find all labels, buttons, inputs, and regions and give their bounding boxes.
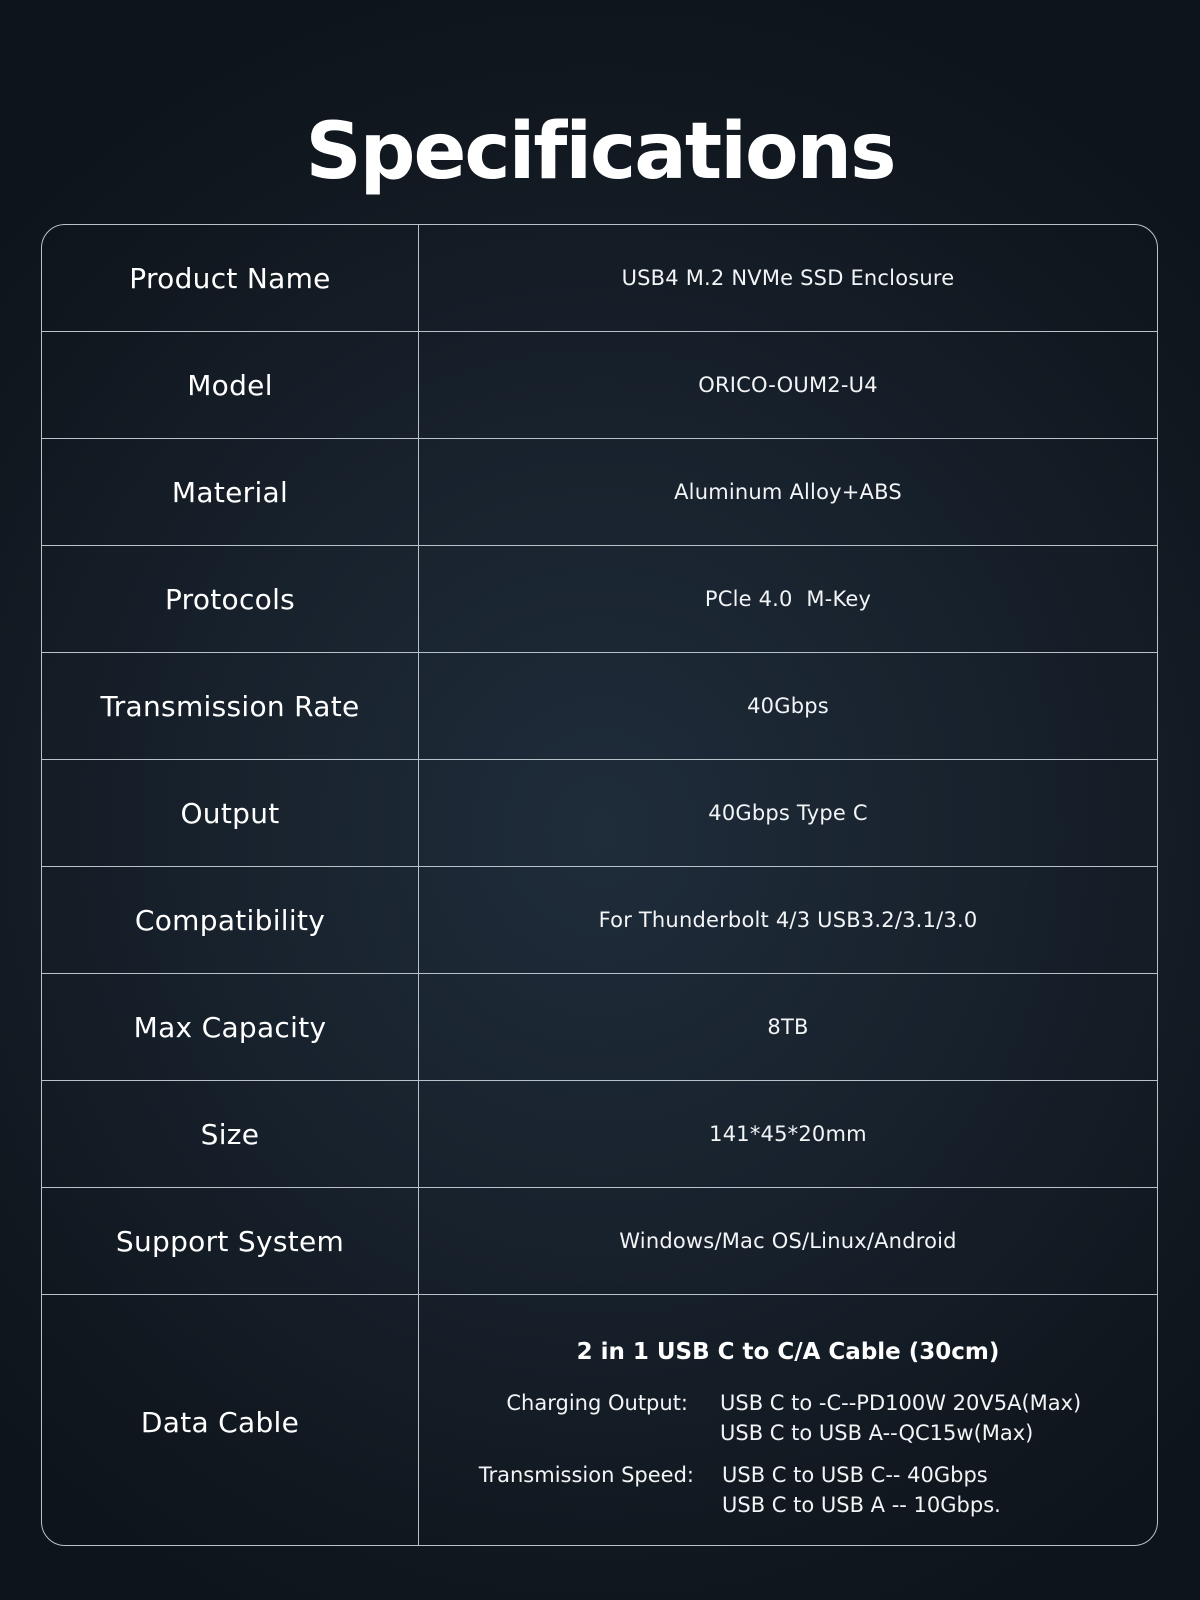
spec-label: Max Capacity bbox=[42, 974, 419, 1080]
spec-row-compatibility bbox=[42, 867, 1157, 974]
cable-details bbox=[419, 1295, 1157, 1546]
spec-label: Data Cable bbox=[42, 1295, 419, 1546]
spec-row-product-name bbox=[42, 225, 1157, 332]
spec-value: Aluminum Alloy+ABS bbox=[674, 480, 902, 504]
spec-value: 40Gbps Type C bbox=[708, 801, 868, 825]
spec-row-material bbox=[42, 439, 1157, 546]
spec-row-support-system bbox=[42, 1188, 1157, 1295]
spec-label: Product Name bbox=[42, 225, 419, 331]
spec-row-data-cable bbox=[42, 1295, 1157, 1546]
spec-value: ORICO-OUM2-U4 bbox=[698, 373, 878, 397]
spec-value: PCle 4.0 M-Key bbox=[704, 587, 872, 611]
spec-label: Compatibility bbox=[42, 867, 419, 973]
spec-label: Protocols bbox=[42, 546, 419, 652]
spec-label: Support System bbox=[42, 1188, 419, 1294]
charging-output-line: USB C to -C--PD100W 20V5A(Max) bbox=[720, 1391, 1082, 1415]
spec-row-protocols bbox=[42, 546, 1157, 653]
spec-label: Output bbox=[42, 760, 419, 866]
charging-output-label: Charging Output: bbox=[506, 1391, 688, 1415]
spec-row-size bbox=[42, 1081, 1157, 1188]
spec-value: 141*45*20mm bbox=[709, 1122, 867, 1146]
spec-label: Size bbox=[42, 1081, 419, 1187]
transmission-speed-label: Transmission Speed: bbox=[478, 1463, 694, 1487]
spec-label: Transmission Rate bbox=[42, 653, 419, 759]
cable-heading: 2 in 1 USB C to C/A Cable (30cm) bbox=[576, 1339, 1000, 1365]
spec-row-max-capacity bbox=[42, 974, 1157, 1081]
spec-value: 40Gbps bbox=[747, 694, 829, 718]
spec-value: For Thunderbolt 4/3 USB3.2/3.1/3.0 bbox=[598, 908, 978, 932]
spec-value: 8TB bbox=[767, 1015, 809, 1039]
page-title: Specifications bbox=[305, 107, 895, 197]
spec-table bbox=[41, 224, 1158, 1546]
spec-label: Model bbox=[42, 332, 419, 438]
transmission-speed-line: USB C to USB C-- 40Gbps bbox=[722, 1463, 988, 1487]
spec-row-output bbox=[42, 760, 1157, 867]
spec-row-model bbox=[42, 332, 1157, 439]
spec-value: Windows/Mac OS/Linux/Android bbox=[619, 1229, 957, 1253]
spec-label: Material bbox=[42, 439, 419, 545]
spec-row-transmission-rate bbox=[42, 653, 1157, 760]
charging-output-line: USB C to USB A--QC15w(Max) bbox=[720, 1421, 1034, 1445]
spec-value: USB4 M.2 NVMe SSD Enclosure bbox=[621, 266, 955, 290]
transmission-speed-line: USB C to USB A -- 10Gbps. bbox=[722, 1493, 1001, 1517]
